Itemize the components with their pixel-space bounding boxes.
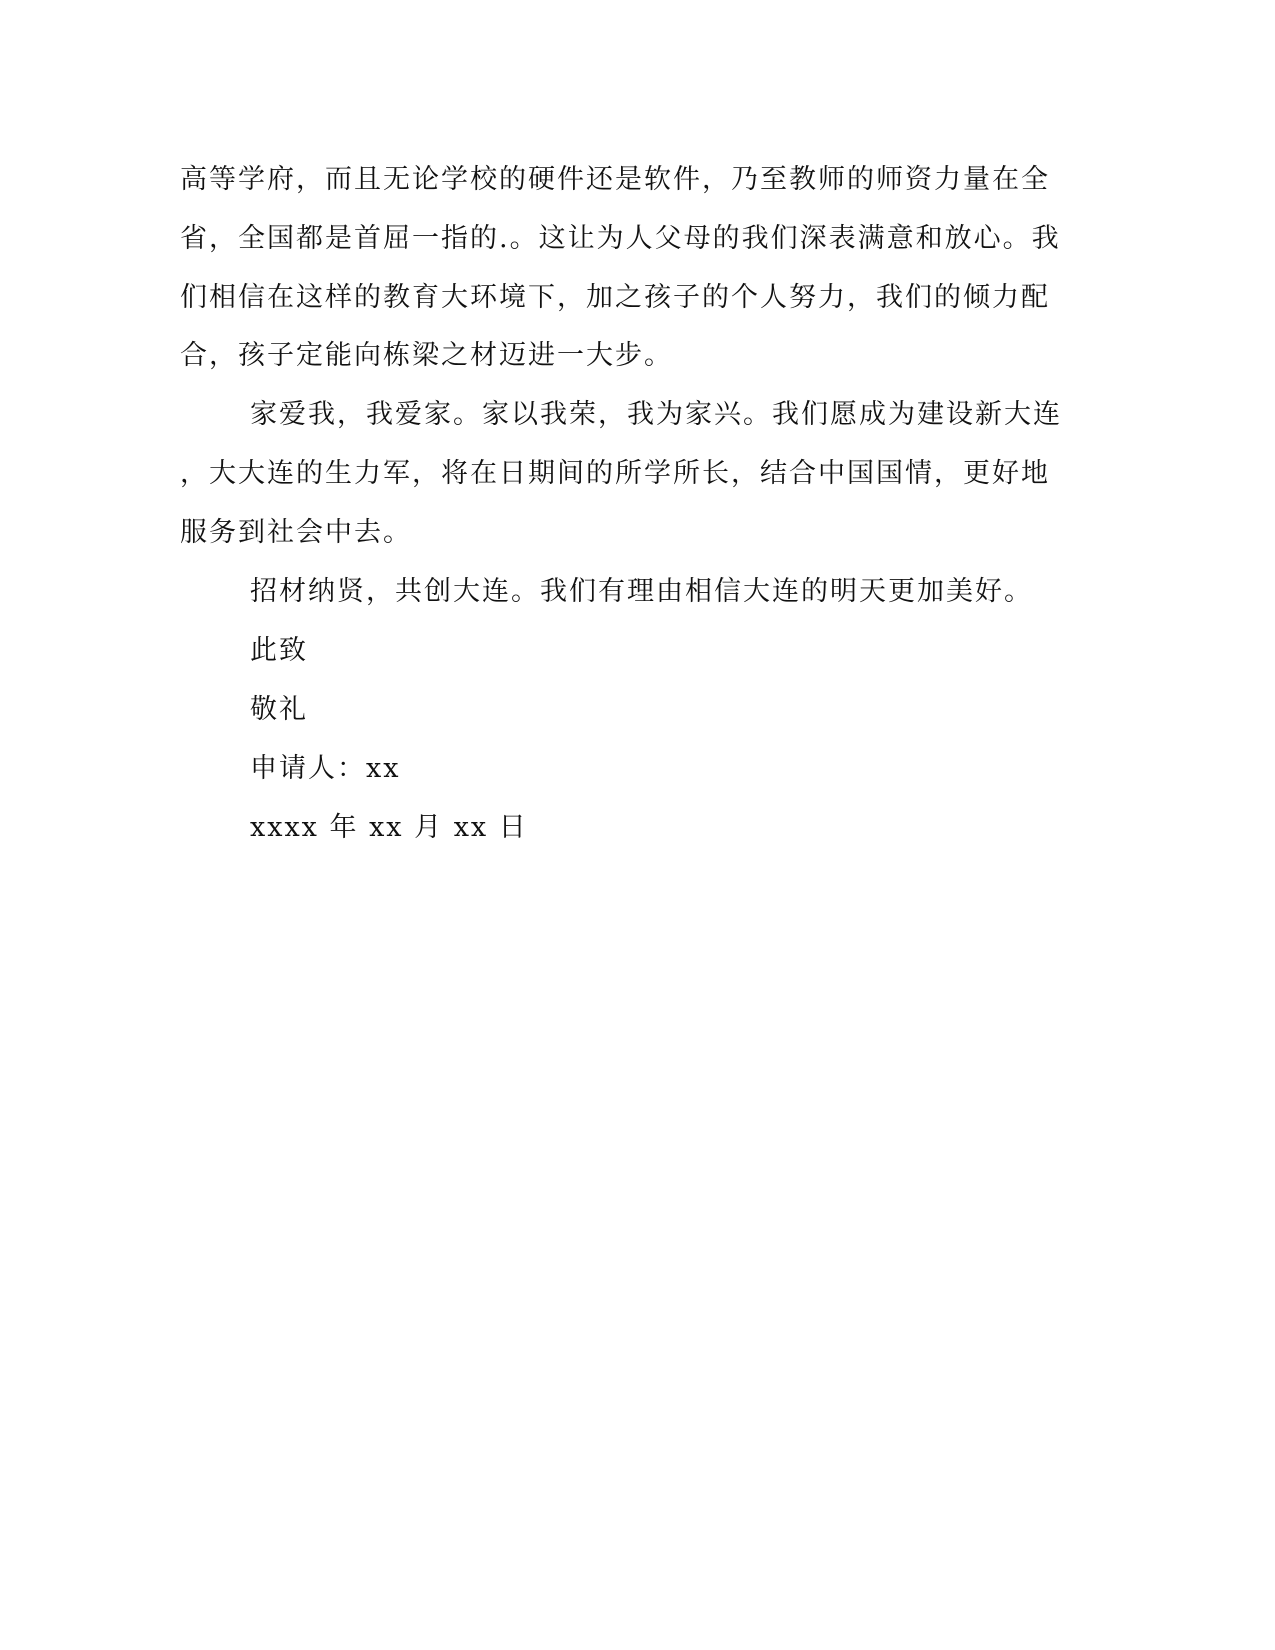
paragraph-1-line-2: 省，全国都是首屈一指的.。这让为人父母的我们深表满意和放心。我 — [180, 223, 1061, 254]
paragraph-2-line-1: 家爱我，我爱家。家以我荣，我为家兴。我们愿成为建设新大连 — [250, 399, 1062, 430]
paragraph-1-line-3: 们相信在这样的教育大环境下，加之孩子的个人努力，我们的倾力配 — [180, 282, 1050, 313]
applicant-line: 申请人：xx — [250, 753, 401, 784]
paragraph-1-line-4: 合，孩子定能向栋梁之材迈进一大步。 — [180, 340, 673, 371]
closing-salutation: 此致 — [250, 635, 308, 666]
paragraph-2-line-2: ，大大连的生力军，将在日期间的所学所长，结合中国国情，更好地 — [180, 458, 1050, 489]
date-line: xxxx 年 xx 月 xx 日 — [250, 812, 528, 843]
paragraph-3-line-1: 招材纳贤，共创大连。我们有理由相信大连的明天更加美好。 — [250, 576, 1033, 607]
paragraph-2-line-3: 服务到社会中去。 — [180, 517, 412, 548]
paragraph-1-line-1: 高等学府，而且无论学校的硬件还是软件，乃至教师的师资力量在全 — [180, 164, 1050, 195]
closing-regards: 敬礼 — [250, 694, 308, 725]
